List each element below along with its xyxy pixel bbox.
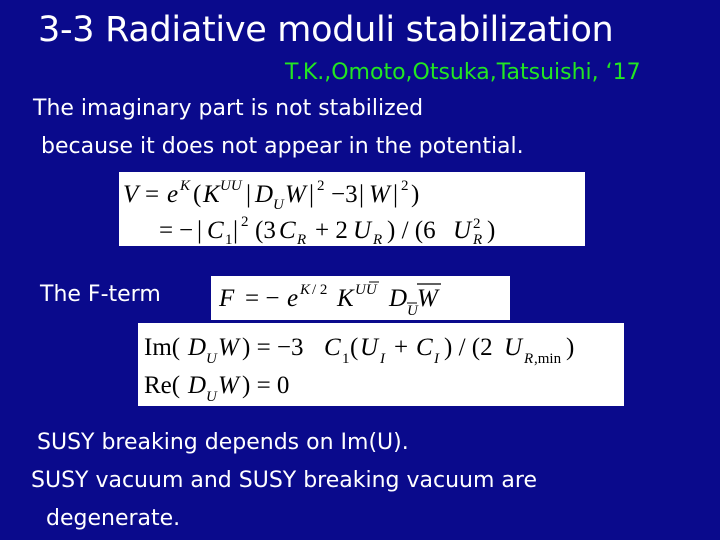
svg-text:F: F xyxy=(219,285,235,312)
text-line-2: because it does not appear in the potential. xyxy=(41,134,524,159)
svg-text:e: e xyxy=(167,181,179,208)
svg-text:2: 2 xyxy=(401,178,409,194)
svg-text:) = 0: ) = 0 xyxy=(242,372,290,399)
svg-text:Im(: Im( xyxy=(144,334,181,361)
svg-text:+ 2: + 2 xyxy=(315,217,348,244)
svg-text:|: | xyxy=(309,181,315,208)
svg-text:D: D xyxy=(188,372,207,399)
svg-text:|: | xyxy=(197,217,203,244)
svg-text:W: W xyxy=(285,181,306,208)
svg-text:1: 1 xyxy=(342,351,350,367)
svg-text:): ) xyxy=(487,217,496,244)
svg-text:K: K xyxy=(203,181,220,208)
svg-text:K: K xyxy=(337,285,354,312)
svg-text:UU: UU xyxy=(220,178,242,194)
svg-text:W: W xyxy=(417,285,438,312)
svg-text:I: I xyxy=(434,351,439,367)
svg-text:): ) xyxy=(411,181,420,208)
svg-text:= −: = − xyxy=(245,285,280,312)
svg-text:C: C xyxy=(279,217,296,244)
svg-text:R: R xyxy=(373,232,383,246)
fterm-equation xyxy=(211,276,510,320)
potential-equation xyxy=(119,172,585,246)
text-line-5: degenerate. xyxy=(46,506,181,531)
svg-text:C: C xyxy=(416,334,433,361)
svg-text:−: − xyxy=(179,217,194,244)
svg-text:R: R xyxy=(473,232,483,246)
svg-text:D: D xyxy=(389,285,408,312)
svg-text:,min: ,min xyxy=(534,351,562,367)
svg-text:U: U xyxy=(360,334,379,361)
slide-title: 3-3 Radiative moduli stabilization xyxy=(38,10,614,50)
svg-text:Re(: Re( xyxy=(144,372,181,399)
svg-text:2: 2 xyxy=(473,216,481,232)
svg-text:+: + xyxy=(394,334,409,361)
svg-text:UU: UU xyxy=(355,282,377,298)
fterm-label: The F-term xyxy=(40,282,161,307)
svg-text:(3: (3 xyxy=(255,217,276,244)
svg-text:C: C xyxy=(207,217,224,244)
svg-text:e: e xyxy=(287,285,299,312)
svg-text:R: R xyxy=(297,232,307,246)
svg-text:/ 2: / 2 xyxy=(312,282,328,298)
svg-text:I: I xyxy=(380,351,385,367)
svg-text:R: R xyxy=(524,351,534,367)
svg-text:2: 2 xyxy=(241,214,249,230)
svg-text:|: | xyxy=(246,181,252,208)
svg-text:1: 1 xyxy=(225,232,233,246)
svg-text:(: ( xyxy=(350,334,359,361)
svg-text:U: U xyxy=(407,303,418,319)
svg-text:W: W xyxy=(218,334,239,361)
svg-text:) / (6: ) / (6 xyxy=(387,217,436,244)
text-line-3: SUSY breaking depends on Im(U). xyxy=(37,430,409,455)
svg-text:K: K xyxy=(180,178,191,194)
svg-text:U: U xyxy=(206,389,217,405)
svg-text:W: W xyxy=(369,181,390,208)
text-line-1: The imaginary part is not stabilized xyxy=(33,96,424,121)
slide-authors: T.K.,Omoto,Otsuka,Tatsuishi, ‘17 xyxy=(285,60,641,85)
svg-text:D: D xyxy=(255,181,274,208)
svg-text:U: U xyxy=(206,351,217,367)
svg-text:) / (2: ) / (2 xyxy=(444,334,493,361)
svg-text:W: W xyxy=(218,372,239,399)
svg-text:): ) xyxy=(566,334,575,361)
svg-text:=: = xyxy=(159,217,174,244)
svg-text:D: D xyxy=(188,334,207,361)
svg-text:|: | xyxy=(393,181,399,208)
svg-text:U: U xyxy=(273,197,284,213)
svg-text:(: ( xyxy=(193,181,202,208)
svg-text:V: V xyxy=(123,181,139,208)
svg-text:U: U xyxy=(453,217,472,244)
svg-text:=: = xyxy=(145,181,160,208)
svg-text:2: 2 xyxy=(317,178,325,194)
svg-text:|: | xyxy=(359,181,365,208)
text-line-4: SUSY vacuum and SUSY breaking vacuum are xyxy=(31,468,537,493)
svg-text:|: | xyxy=(233,217,239,244)
svg-text:C: C xyxy=(324,334,341,361)
svg-text:−3: −3 xyxy=(331,181,358,208)
dw-equations xyxy=(138,323,624,406)
svg-text:K: K xyxy=(300,282,311,298)
svg-text:U: U xyxy=(504,334,523,361)
svg-text:) = −3: ) = −3 xyxy=(242,334,304,361)
svg-text:U: U xyxy=(353,217,372,244)
